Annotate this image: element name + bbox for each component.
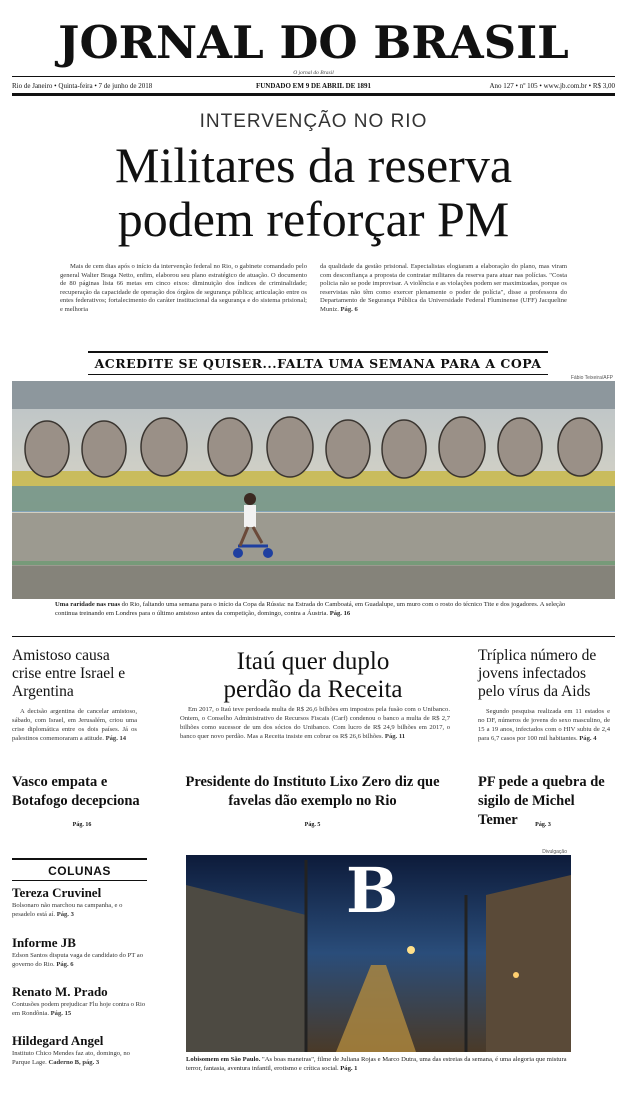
lixo-page: Pág. 5 xyxy=(304,822,321,828)
mural-caption-page: Pág. 16 xyxy=(329,610,351,617)
banner-rule-top xyxy=(88,351,548,353)
lead-headline xyxy=(20,138,607,246)
copa-banner: ACREDITE SE QUISER...FALTA UMA SEMANA PARA A COPA xyxy=(94,356,542,371)
temer-page: Pág. 3 xyxy=(535,822,551,828)
temer-headline: PF pede a quebra de sigilo de Michel Temer xyxy=(478,774,605,828)
aids-headline: Tríplica número de jovens infectados pelo vírus da Aids xyxy=(478,647,597,700)
caderno-b-credit: Divulgação xyxy=(542,849,567,855)
photo-credit: Fábio Teixeira/AFP xyxy=(570,375,613,381)
column-name: Informe JB xyxy=(12,935,76,950)
column-entry xyxy=(12,935,147,969)
masthead-rule-top xyxy=(12,76,615,77)
columns-rule-top xyxy=(12,858,147,860)
itau-headline: Itaú quer duplo perdão da Receita xyxy=(223,648,403,703)
column-name: Tereza Cruvinel xyxy=(12,885,102,900)
itau-body: Em 2017, o Itaú teve perdoada multa de R$ 26,6 bilhões em impostos pela fusão com o Unibanco. Ontem, o Conselho Administrativo de Recursos Fiscais (Carf) condenou o banco a multa de R$ 2,7 bilhões como sucessor de um dos sócios do Unibanco. Com lucro de R$ 24,9 bilhões em 2017, o banco quer novo perdão. Mas a Receita insiste em cobrar os R$ 26,6 bilhões. Pág. 11 xyxy=(180,706,450,740)
lead-body-col1: Mais de cem dias após o início da intervenção federal no Rio, o gabinete comandado pelo general Walter Braga Netto, enfim, elaborou seu plano estratégico de atuação. O documento de 80 páginas lista 66 metas em cinco eixos: diminuição dos índices de criminalidade; recuperação da capacidade de operação dos órgãos de segurança pública; articulação entre os entes federativos; fortalecimento do caráter institucional da segurança e do sistema prisional; e melhoria xyxy=(60,263,307,313)
caderno-b-letter: B xyxy=(346,855,399,927)
column-text: Contusões podem prejudicar Flu hoje contra o Rio em Rondônia. Pág. 15 xyxy=(12,1001,146,1017)
columns-heading: COLUNAS xyxy=(48,864,111,878)
masthead-title: JORNAL DO BRASIL xyxy=(58,16,569,69)
columns-rule-bottom xyxy=(12,880,147,881)
israel-headline: Amistoso causa crise entre Israel e Argentina xyxy=(12,647,126,700)
column-text: Instituto Chico Mendes faz ato, domingo, no Parque Lage. Caderno B, pág. 3 xyxy=(12,1050,130,1066)
founded-text: FUNDADO EM 9 DE ABRIL DE 1891 xyxy=(255,82,372,90)
column-entry xyxy=(12,885,147,919)
vasco-page: Pág. 16 xyxy=(72,822,92,828)
banner-rule-bottom xyxy=(88,374,548,375)
caderno-b-photo xyxy=(186,855,571,1052)
column-text: Bolsonaro não marchou na campanha, e o pesadelo está aí. Pág. 3 xyxy=(12,902,123,918)
mural-photo xyxy=(12,381,615,599)
mural-illustration xyxy=(12,381,615,599)
caderno-b-caption-lead: Lobisomem em São Paulo. xyxy=(186,1056,261,1063)
israel-body: A decisão argentina de cancelar amistoso, sábado, com Israel, em Jerusalém, criou uma crise diplomática entre os dois países. Já os palestinos comemoraram a atitude. Pág. 14 xyxy=(12,708,137,742)
masthead-subtitle: O jornal do Brasil xyxy=(293,70,334,76)
column-entry xyxy=(12,1033,147,1067)
masthead-infobar xyxy=(12,80,615,92)
lead-body-col2: da qualidade da gestão prisional. Especialistas elogiaram a elaboração do plano, mas viram com desconfiança a proposta de contratar militares da reserva para atuar nas polícias. "Costa policia não se pode improvisar. A violência e as violações podem ser maximizadas, porque os reservistas não têm como exercer plenamente o poder de polícia", disse a professora do Departamento de Segurança Pública da Universidade Federal Fluminense (UFF) Jacqueline Muniz. Pág. 6 xyxy=(320,263,567,313)
aids-body: Segundo pesquisa realizada em 11 estados e no DF, números de jovens do sexo masculino, de 15 a 19 anos, infectados com o HIV subiu de 2,4 para 6,7 casos por 100 mil habitantes. Pág. 4 xyxy=(478,708,610,742)
caderno-b-caption: Lobisomem em São Paulo. "As boas maneiras", filme de Juliana Rojas e Marco Dutra, uma das estreias da semana, é uma alegoria que mistura terror, fantasia, aventura infantil, erotismo e crítica social. Pág. 1 xyxy=(186,1056,567,1072)
column-name: Renato M. Prado xyxy=(12,984,108,999)
column-name: Hildegard Angel xyxy=(12,1033,104,1048)
column-text: Edson Santos disputa vaga de candidato do PT ao governo do Rio. Pág. 6 xyxy=(12,952,143,968)
lead-page-ref: Pág. 6 xyxy=(340,305,358,313)
masthead-rule-bottom xyxy=(12,93,615,96)
mural-caption: Uma raridade nas ruas do Rio, faltando uma semana para o início da Copa da Rússia: na Estrada do Camboatá, em Guadalupe, um muro com o rosto do técnico Tite e dos jogadores. A seleção continua treinando em Londres para o último amistoso antes da competição, domingo, contra a Áustria. Pág. 16 xyxy=(55,601,566,617)
mural-caption-lead: Uma raridade nas ruas xyxy=(55,601,121,608)
lead-headline-line1: Militares da reserva xyxy=(114,137,513,193)
lead-kicker: INTERVENÇÃO NO RIO xyxy=(199,111,428,132)
column-entry xyxy=(12,984,147,1018)
lead-headline-line2: podem reforçar PM xyxy=(117,191,510,247)
lixo-headline: Presidente do Instituto Lixo Zero diz que favelas dão exemplo no Rio xyxy=(185,774,440,809)
dateline: Rio de Janeiro • Quinta-feira • 7 de junho de 2018 xyxy=(12,82,153,90)
section-rule xyxy=(12,636,615,637)
vasco-headline: Vasco empata e Botafogo decepciona xyxy=(12,774,140,809)
edition-info: Ano 127 • nº 105 • www.jb.com.br • R$ 3,00 xyxy=(489,82,615,90)
